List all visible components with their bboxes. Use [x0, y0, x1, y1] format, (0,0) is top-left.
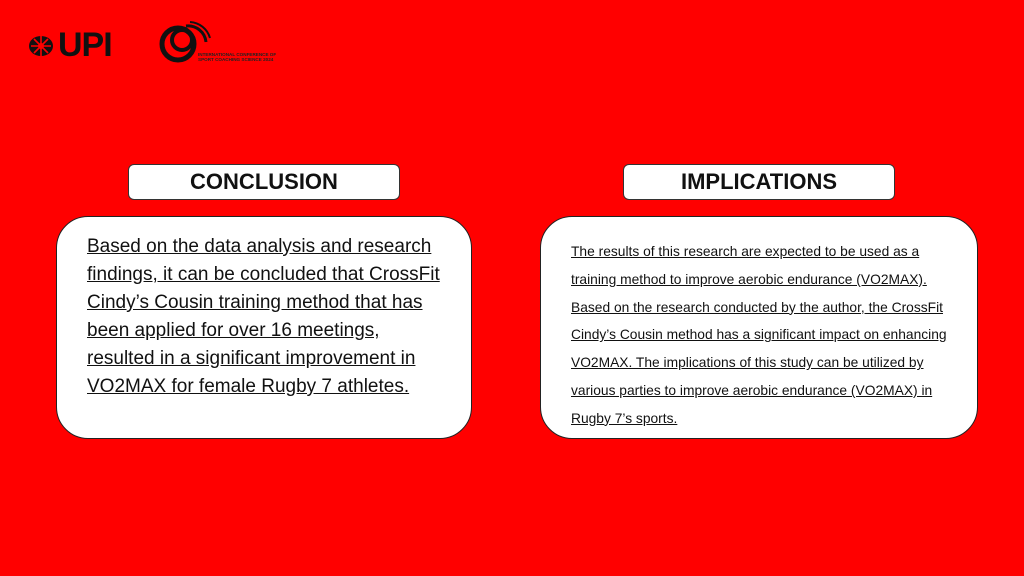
upi-logo-text: UPI: [58, 26, 112, 64]
conclusion-card: [56, 216, 472, 439]
implications-body: The results of this research are expected to be used as a training method to improve aerobic endurance (VO2MAX). Based on the research conducted by the author, the CrossFit Cindy’s Cousin method has a significant impact on enhancing VO2MAX. The implications of this study can be utilized by various parties to improve aerobic endurance (VO2MAX) in Rugby 7’s sports.: [571, 244, 947, 426]
upi-logo: [28, 28, 112, 62]
conclusion-heading: CONCLUSION: [128, 164, 400, 200]
implications-heading: IMPLICATIONS: [623, 164, 895, 200]
conference-logo: [156, 20, 288, 64]
implications-card: [540, 216, 978, 439]
conclusion-body: Based on the data analysis and research findings, it can be concluded that CrossFit Cindy’s Cousin training method that has been applied for over 16 meetings, resulted in a significant improvement in VO2MAX for female Rugby 7 athletes.: [87, 236, 440, 397]
conference-logo-text: INTERNATIONAL CONFERENCE OF SPORT COACHING SCIENCE 2024: [198, 51, 277, 63]
upi-emblem-icon: [28, 33, 54, 57]
